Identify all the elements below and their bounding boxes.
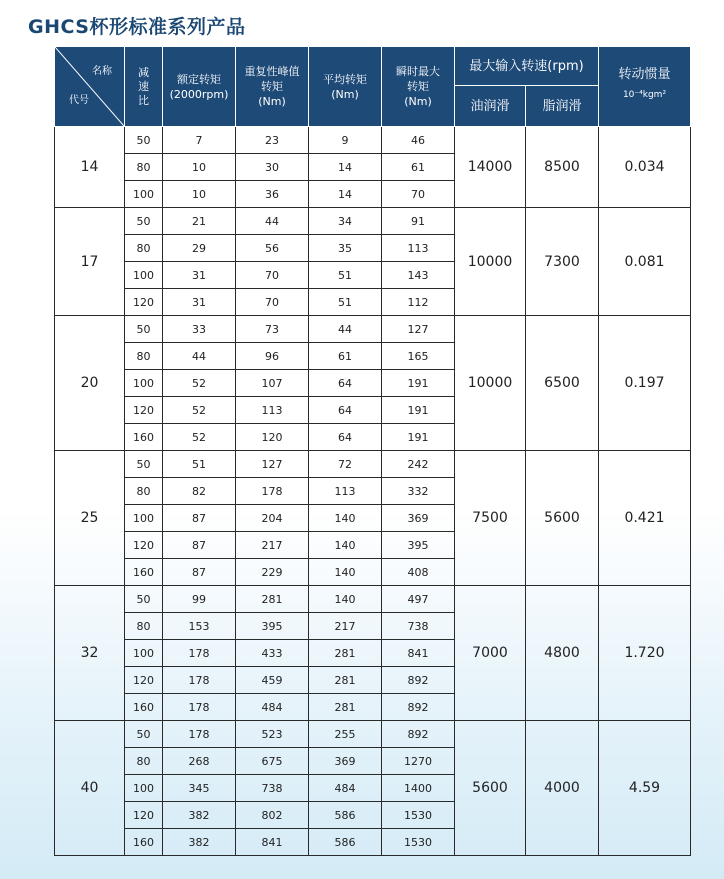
average-torque-cell: 14 (309, 181, 382, 208)
average-torque-cell: 9 (309, 127, 382, 154)
repeat-peak-cell: 459 (236, 667, 309, 694)
rated-torque-cell: 10 (163, 181, 236, 208)
grease-speed-cell: 4800 (526, 586, 599, 721)
average-torque-cell: 51 (309, 262, 382, 289)
rated-torque-cell: 52 (163, 424, 236, 451)
repeat-peak-cell: 738 (236, 775, 309, 802)
rated-torque-cell: 99 (163, 586, 236, 613)
instant-max-cell: 395 (382, 532, 455, 559)
ratio-cell: 50 (125, 451, 163, 478)
average-torque-cell: 64 (309, 424, 382, 451)
repeat-peak-cell: 281 (236, 586, 309, 613)
header-name-label: 名称 (92, 66, 112, 77)
repeat-peak-cell: 107 (236, 370, 309, 397)
inertia-cell: 4.59 (599, 721, 691, 856)
instant-max-cell: 112 (382, 289, 455, 316)
repeat-peak-cell: 523 (236, 721, 309, 748)
instant-max-cell: 165 (382, 343, 455, 370)
average-torque-cell: 51 (309, 289, 382, 316)
average-torque-cell: 113 (309, 478, 382, 505)
repeat-peak-cell: 30 (236, 154, 309, 181)
ratio-cell: 120 (125, 397, 163, 424)
spec-table-body (55, 127, 691, 856)
repeat-peak-cell: 841 (236, 829, 309, 856)
ratio-cell: 80 (125, 235, 163, 262)
model-code-cell: 20 (55, 316, 125, 451)
ratio-cell: 120 (125, 667, 163, 694)
header-average-torque (309, 47, 382, 127)
header-line: 转矩 (407, 80, 429, 93)
ratio-cell: 100 (125, 262, 163, 289)
average-torque-cell: 281 (309, 667, 382, 694)
repeat-peak-cell: 217 (236, 532, 309, 559)
header-inertia-unit: 10⁻⁴kgm² (622, 90, 667, 100)
rated-torque-cell: 29 (163, 235, 236, 262)
header-max-input-speed: 最大输入转速(rpm) (455, 47, 599, 86)
instant-max-cell: 91 (382, 208, 455, 235)
instant-max-cell: 191 (382, 370, 455, 397)
repeat-peak-cell: 96 (236, 343, 309, 370)
ratio-cell: 120 (125, 802, 163, 829)
rated-torque-cell: 345 (163, 775, 236, 802)
rated-torque-cell: 178 (163, 721, 236, 748)
ratio-cell: 50 (125, 586, 163, 613)
average-torque-cell: 34 (309, 208, 382, 235)
repeat-peak-cell: 36 (236, 181, 309, 208)
ratio-cell: 50 (125, 208, 163, 235)
average-torque-cell: 140 (309, 586, 382, 613)
ratio-cell: 120 (125, 532, 163, 559)
header-line: (2000rpm) (169, 87, 229, 101)
header-inertia (599, 47, 691, 127)
ratio-cell: 100 (125, 181, 163, 208)
repeat-peak-cell: 44 (236, 208, 309, 235)
ratio-cell: 120 (125, 289, 163, 316)
grease-speed-cell: 4000 (526, 721, 599, 856)
header-repeat-peak-torque (236, 47, 309, 127)
instant-max-cell: 497 (382, 586, 455, 613)
repeat-peak-cell: 802 (236, 802, 309, 829)
oil-speed-cell: 5600 (455, 721, 526, 856)
rated-torque-cell: 178 (163, 667, 236, 694)
table-row (55, 451, 691, 478)
repeat-peak-cell: 433 (236, 640, 309, 667)
diagonal-divider-icon (55, 47, 124, 126)
average-torque-cell: 140 (309, 559, 382, 586)
average-torque-cell: 586 (309, 829, 382, 856)
oil-speed-cell: 14000 (455, 127, 526, 208)
rated-torque-cell: 178 (163, 640, 236, 667)
instant-max-cell: 892 (382, 721, 455, 748)
instant-max-cell: 61 (382, 154, 455, 181)
repeat-peak-cell: 73 (236, 316, 309, 343)
rated-torque-cell: 51 (163, 451, 236, 478)
repeat-peak-cell: 56 (236, 235, 309, 262)
average-torque-cell: 14 (309, 154, 382, 181)
average-torque-cell: 140 (309, 532, 382, 559)
ratio-cell: 80 (125, 748, 163, 775)
instant-max-cell: 242 (382, 451, 455, 478)
inertia-cell: 0.034 (599, 127, 691, 208)
header-line: 瞬时最大 (396, 65, 440, 78)
average-torque-cell: 44 (309, 316, 382, 343)
ratio-cell: 160 (125, 424, 163, 451)
average-torque-cell: 281 (309, 694, 382, 721)
average-torque-cell: 64 (309, 370, 382, 397)
repeat-peak-cell: 395 (236, 613, 309, 640)
header-line: (Nm) (404, 95, 432, 108)
repeat-peak-cell: 70 (236, 262, 309, 289)
oil-speed-cell: 10000 (455, 316, 526, 451)
grease-speed-cell: 6500 (526, 316, 599, 451)
repeat-peak-cell: 23 (236, 127, 309, 154)
ratio-cell: 80 (125, 343, 163, 370)
ratio-cell: 80 (125, 478, 163, 505)
rated-torque-cell: 87 (163, 559, 236, 586)
ratio-cell: 160 (125, 559, 163, 586)
header-line: (Nm) (331, 87, 359, 101)
average-torque-cell: 61 (309, 343, 382, 370)
model-code-cell: 14 (55, 127, 125, 208)
instant-max-cell: 841 (382, 640, 455, 667)
ratio-cell: 160 (125, 829, 163, 856)
repeat-peak-cell: 229 (236, 559, 309, 586)
rated-torque-cell: 268 (163, 748, 236, 775)
average-torque-cell: 72 (309, 451, 382, 478)
instant-max-cell: 1270 (382, 748, 455, 775)
rated-torque-cell: 382 (163, 829, 236, 856)
header-ratio-char: 减 (138, 65, 149, 79)
rated-torque-cell: 87 (163, 505, 236, 532)
ratio-cell: 50 (125, 721, 163, 748)
instant-max-cell: 408 (382, 559, 455, 586)
ratio-cell: 100 (125, 775, 163, 802)
average-torque-cell: 281 (309, 640, 382, 667)
header-ratio (125, 47, 163, 127)
table-row (55, 721, 691, 748)
ratio-cell: 100 (125, 505, 163, 532)
header-code-label: 代号 (69, 95, 89, 106)
header-inertia-label: 转动惯量 (618, 67, 671, 82)
header-ratio-char: 比 (138, 93, 149, 107)
header-line: 转矩 (261, 80, 283, 93)
ratio-cell: 80 (125, 613, 163, 640)
rated-torque-cell: 21 (163, 208, 236, 235)
rated-torque-cell: 7 (163, 127, 236, 154)
instant-max-cell: 738 (382, 613, 455, 640)
rated-torque-cell: 52 (163, 370, 236, 397)
header-line: 额定转矩 (177, 72, 221, 86)
rated-torque-cell: 153 (163, 613, 236, 640)
repeat-peak-cell: 675 (236, 748, 309, 775)
average-torque-cell: 255 (309, 721, 382, 748)
grease-speed-cell: 7300 (526, 208, 599, 316)
model-code-cell: 40 (55, 721, 125, 856)
model-code-cell: 17 (55, 208, 125, 316)
inertia-cell: 0.081 (599, 208, 691, 316)
average-torque-cell: 369 (309, 748, 382, 775)
instant-max-cell: 46 (382, 127, 455, 154)
grease-speed-cell: 8500 (526, 127, 599, 208)
repeat-peak-cell: 127 (236, 451, 309, 478)
instant-max-cell: 113 (382, 235, 455, 262)
inertia-cell: 0.421 (599, 451, 691, 586)
repeat-peak-cell: 484 (236, 694, 309, 721)
table-row (55, 127, 691, 154)
rated-torque-cell: 178 (163, 694, 236, 721)
instant-max-cell: 127 (382, 316, 455, 343)
rated-torque-cell: 33 (163, 316, 236, 343)
inertia-cell: 1.720 (599, 586, 691, 721)
instant-max-cell: 191 (382, 397, 455, 424)
instant-max-cell: 892 (382, 667, 455, 694)
rated-torque-cell: 31 (163, 289, 236, 316)
instant-max-cell: 70 (382, 181, 455, 208)
table-row (55, 316, 691, 343)
inertia-cell: 0.197 (599, 316, 691, 451)
repeat-peak-cell: 113 (236, 397, 309, 424)
model-code-cell: 32 (55, 586, 125, 721)
oil-speed-cell: 7000 (455, 586, 526, 721)
repeat-peak-cell: 120 (236, 424, 309, 451)
table-row (55, 586, 691, 613)
rated-torque-cell: 31 (163, 262, 236, 289)
header-line: 平均转矩 (323, 72, 367, 86)
header-line: 重复性峰值 (244, 65, 300, 78)
rated-torque-cell: 382 (163, 802, 236, 829)
grease-speed-cell: 5600 (526, 451, 599, 586)
average-torque-cell: 64 (309, 397, 382, 424)
header-name-code-cell (55, 47, 125, 127)
oil-speed-cell: 10000 (455, 208, 526, 316)
instant-max-cell: 1530 (382, 829, 455, 856)
rated-torque-cell: 52 (163, 397, 236, 424)
ratio-cell: 50 (125, 316, 163, 343)
ratio-cell: 160 (125, 694, 163, 721)
instant-max-cell: 1530 (382, 802, 455, 829)
rated-torque-cell: 10 (163, 154, 236, 181)
instant-max-cell: 191 (382, 424, 455, 451)
table-row (55, 208, 691, 235)
instant-max-cell: 332 (382, 478, 455, 505)
rated-torque-cell: 82 (163, 478, 236, 505)
rated-torque-cell: 44 (163, 343, 236, 370)
repeat-peak-cell: 70 (236, 289, 309, 316)
page-title: GHCS杯形标准系列产品 (28, 16, 246, 38)
model-code-cell: 25 (55, 451, 125, 586)
rated-torque-cell: 87 (163, 532, 236, 559)
ratio-cell: 50 (125, 127, 163, 154)
header-line: (Nm) (258, 95, 286, 108)
average-torque-cell: 35 (309, 235, 382, 262)
average-torque-cell: 140 (309, 505, 382, 532)
ratio-cell: 100 (125, 370, 163, 397)
ratio-cell: 100 (125, 640, 163, 667)
instant-max-cell: 892 (382, 694, 455, 721)
header-rated-torque (163, 47, 236, 127)
average-torque-cell: 484 (309, 775, 382, 802)
instant-max-cell: 369 (382, 505, 455, 532)
header-instant-max-torque (382, 47, 455, 127)
spec-table (54, 46, 691, 856)
repeat-peak-cell: 204 (236, 505, 309, 532)
header-ratio-char: 速 (138, 79, 149, 93)
ratio-cell: 80 (125, 154, 163, 181)
instant-max-cell: 143 (382, 262, 455, 289)
oil-speed-cell: 7500 (455, 451, 526, 586)
average-torque-cell: 586 (309, 802, 382, 829)
average-torque-cell: 217 (309, 613, 382, 640)
header-grease-lubrication: 脂润滑 (526, 86, 599, 127)
header-oil-lubrication: 油润滑 (455, 86, 526, 127)
repeat-peak-cell: 178 (236, 478, 309, 505)
instant-max-cell: 1400 (382, 775, 455, 802)
